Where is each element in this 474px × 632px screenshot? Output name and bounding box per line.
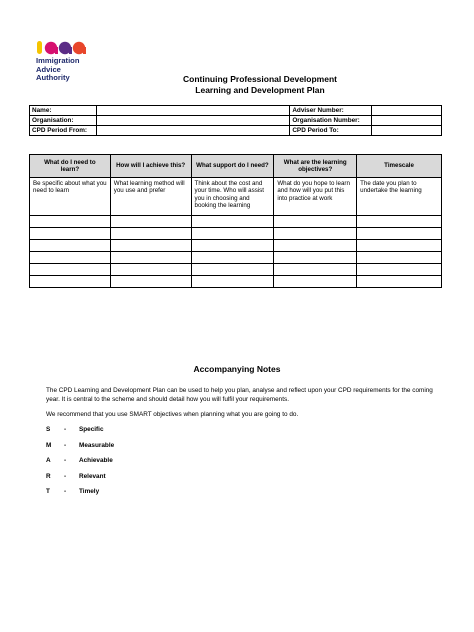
table-cell[interactable] xyxy=(357,216,442,228)
learning-plan-table xyxy=(29,154,442,288)
smart-letter: T xyxy=(46,488,50,495)
table-cell[interactable] xyxy=(110,252,191,264)
table-cell[interactable] xyxy=(110,276,191,288)
table-cell[interactable] xyxy=(110,216,191,228)
smart-letter: S xyxy=(46,426,51,433)
table-cell[interactable] xyxy=(274,240,357,252)
table-row xyxy=(30,240,442,252)
smart-letter: M xyxy=(46,441,52,449)
header-learning-objectives: What are the learning objectives? xyxy=(274,155,357,178)
table-cell[interactable] xyxy=(274,276,357,288)
table-cell[interactable] xyxy=(191,264,274,276)
smart-word: Achievable xyxy=(79,457,113,464)
organisation-number-field[interactable] xyxy=(372,116,442,126)
notes-paragraph-2: We recommend that you use SMART objectives when planning what you are going to do. xyxy=(46,411,299,418)
table-cell[interactable] xyxy=(30,264,111,276)
smart-dash: - xyxy=(64,426,67,433)
table-cell[interactable] xyxy=(274,252,357,264)
table-cell[interactable] xyxy=(274,264,357,276)
notes-paragraph-1: The CPD Learning and Development Plan can be used to help you plan, analyse and reflect upon your CPD requirements for the coming year. It is central to the scheme and should detail how you will fulfil your requirements. xyxy=(46,387,433,403)
table-row xyxy=(30,252,442,264)
smart-letter: A xyxy=(46,457,51,464)
adviser-number-label: Adviser Number: xyxy=(290,106,372,116)
table-cell[interactable] xyxy=(30,252,111,264)
guidance-cell[interactable]: Think about the cost and your time. Who will assist you in choosing and booking the learning xyxy=(191,178,274,216)
table-cell[interactable] xyxy=(357,276,442,288)
smart-dash: - xyxy=(64,457,67,464)
guidance-cell[interactable]: The date you plan to undertake the learning xyxy=(357,178,442,216)
notes-heading: Accompanying Notes xyxy=(193,364,281,374)
organisation-field[interactable] xyxy=(96,116,289,126)
table-cell[interactable] xyxy=(274,228,357,240)
table-cell[interactable] xyxy=(357,240,442,252)
organisation-label: Organisation: xyxy=(30,116,97,126)
adviser-info-table xyxy=(29,105,442,136)
organisation-number-label: Organisation Number: xyxy=(290,116,372,126)
iaa-logo xyxy=(36,38,96,83)
logo-wordmark xyxy=(36,57,96,83)
title-line-2: Learning and Development Plan xyxy=(195,85,325,95)
table-cell[interactable] xyxy=(110,228,191,240)
table-cell[interactable] xyxy=(274,216,357,228)
table-cell[interactable] xyxy=(30,228,111,240)
table-cell[interactable] xyxy=(191,252,274,264)
guidance-cell[interactable]: What do you hope to learn and how will you put this into practice at work xyxy=(274,178,357,216)
table-cell[interactable] xyxy=(357,264,442,276)
cpd-period-to-field[interactable] xyxy=(372,126,442,136)
table-cell[interactable] xyxy=(357,228,442,240)
adviser-number-field[interactable] xyxy=(372,106,442,116)
logo-line-1: Immigration xyxy=(36,56,80,65)
iaa-logo-mark xyxy=(36,38,88,55)
guidance-cell[interactable]: Be specific about what you need to learn xyxy=(30,178,111,216)
table-row xyxy=(30,178,442,216)
table-header-row xyxy=(30,155,442,178)
smart-word: Timely xyxy=(79,488,100,495)
cpd-period-from-field[interactable] xyxy=(96,126,289,136)
table-cell[interactable] xyxy=(30,216,111,228)
table-cell[interactable] xyxy=(110,264,191,276)
cpd-period-to-label: CPD Period To: xyxy=(290,126,372,136)
table-cell[interactable] xyxy=(191,216,274,228)
smart-word: Relevant xyxy=(79,472,106,480)
smart-dash: - xyxy=(64,441,67,449)
table-cell[interactable] xyxy=(191,228,274,240)
table-cell[interactable] xyxy=(191,276,274,288)
table-row xyxy=(30,106,442,116)
header-support-needed: What support do I need? xyxy=(191,155,274,178)
guidance-cell[interactable]: What learning method will you use and prefer xyxy=(110,178,191,216)
table-cell[interactable] xyxy=(357,252,442,264)
title-line-1: Continuing Professional Development xyxy=(183,74,337,84)
smart-dash: - xyxy=(64,472,67,480)
smart-dash: - xyxy=(64,488,67,495)
table-cell[interactable] xyxy=(30,240,111,252)
header-how-to-achieve: How will I achieve this? xyxy=(110,155,191,178)
table-cell[interactable] xyxy=(110,240,191,252)
name-label: Name: xyxy=(30,106,97,116)
name-field[interactable] xyxy=(96,106,289,116)
table-row xyxy=(30,228,442,240)
smart-word: Specific xyxy=(79,426,104,433)
table-row xyxy=(30,116,442,126)
header-timescale: Timescale xyxy=(357,155,442,178)
table-row xyxy=(30,264,442,276)
table-cell[interactable] xyxy=(30,276,111,288)
table-cell[interactable] xyxy=(191,240,274,252)
table-row xyxy=(30,276,442,288)
table-row xyxy=(30,216,442,228)
smart-letter: R xyxy=(46,472,51,480)
table-row xyxy=(30,126,442,136)
header-what-to-learn: What do I need to learn? xyxy=(30,155,111,178)
logo-line-3: Authority xyxy=(36,73,70,83)
smart-word: Measurable xyxy=(79,441,115,449)
cpd-period-from-label: CPD Period From: xyxy=(30,126,97,136)
logo-line-2: Advice xyxy=(36,64,61,74)
document-title xyxy=(130,74,390,96)
